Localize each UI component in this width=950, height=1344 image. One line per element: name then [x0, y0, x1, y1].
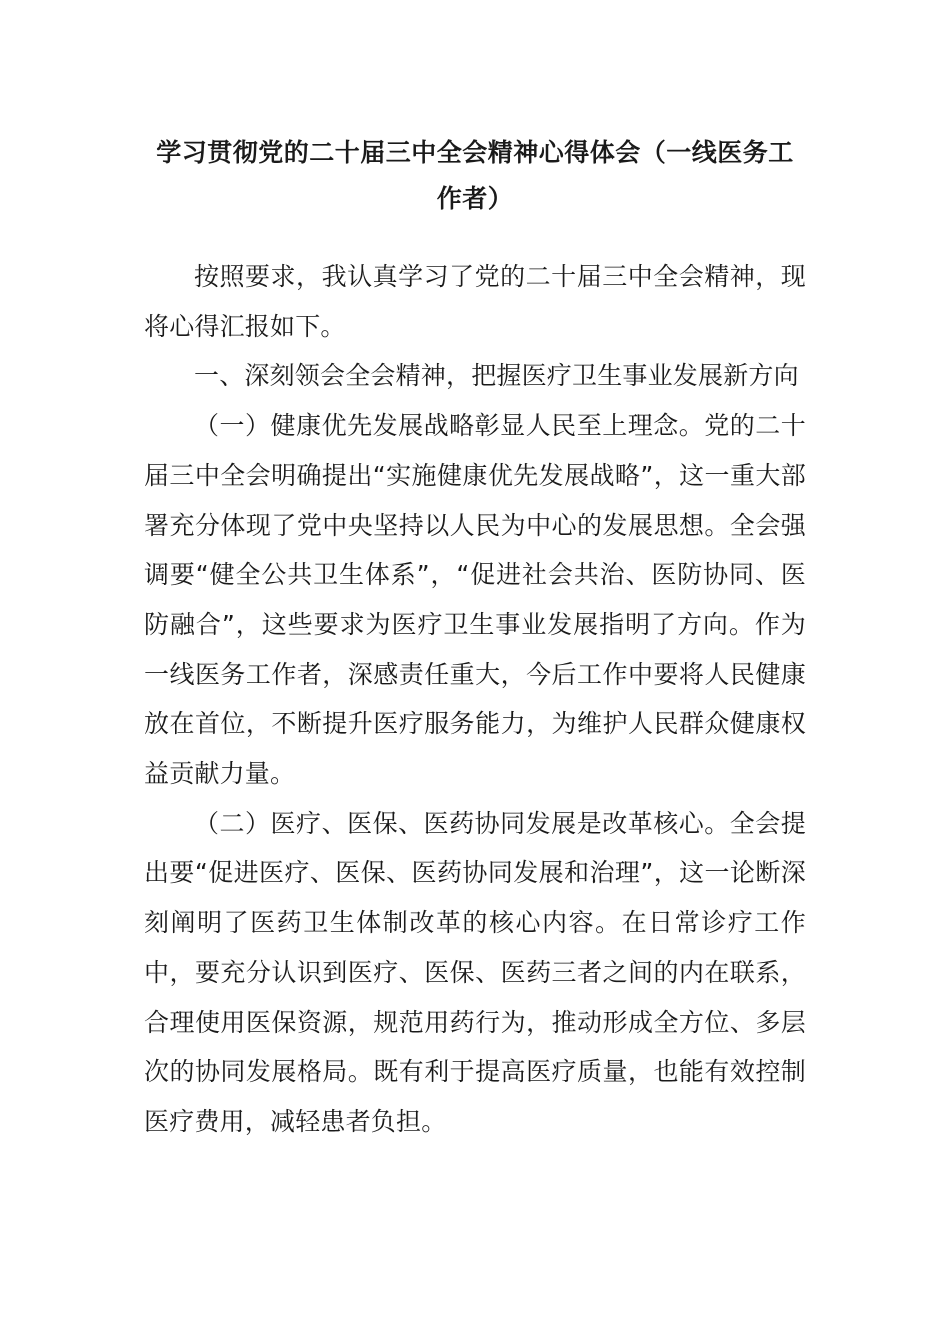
- paragraph-intro: 按照要求，我认真学习了党的二十届三中全会精神，现将心得汇报如下。: [144, 262, 806, 341]
- paragraph-point-2: （二）医疗、医保、医药协同发展是改革核心。全会提出要“促进医疗、医保、医药协同发展和治理”，这一论断深刻阐明了医药卫生体制改革的核心内容。在日常诊疗工作中，要充分认识到医疗、医保、医药三者之间的内在联系，合理使用医保资源，规范用药行为，推动形成全方位、多层次的协同发展格局。既有利于提高医疗质量，也能有效控制医疗费用，减轻患者负担。: [144, 808, 806, 1136]
- paragraph-point-1: （一）健康优先发展战略彰显人民至上理念。党的二十届三中全会明确提出“实施健康优先发展战略”，这一重大部署充分体现了党中央坚持以人民为中心的发展思想。全会强调要“健全公共卫生体系”，“促进社会共治、医防协同、医防融合”，这些要求为医疗卫生事业发展指明了方向。作为一线医务工作者，深感责任重大，今后工作中要将人民健康放在首位，不断提升医疗服务能力，为维护人民群众健康权益贡献力量。: [144, 411, 806, 789]
- section-heading-1: 一、深刻领会全会精神，把握医疗卫生事业发展新方向: [194, 361, 799, 391]
- document-title: 学习贯彻党的二十届三中全会精神心得体会（一线医务工作者）: [156, 138, 794, 213]
- document-body: [144, 252, 806, 1147]
